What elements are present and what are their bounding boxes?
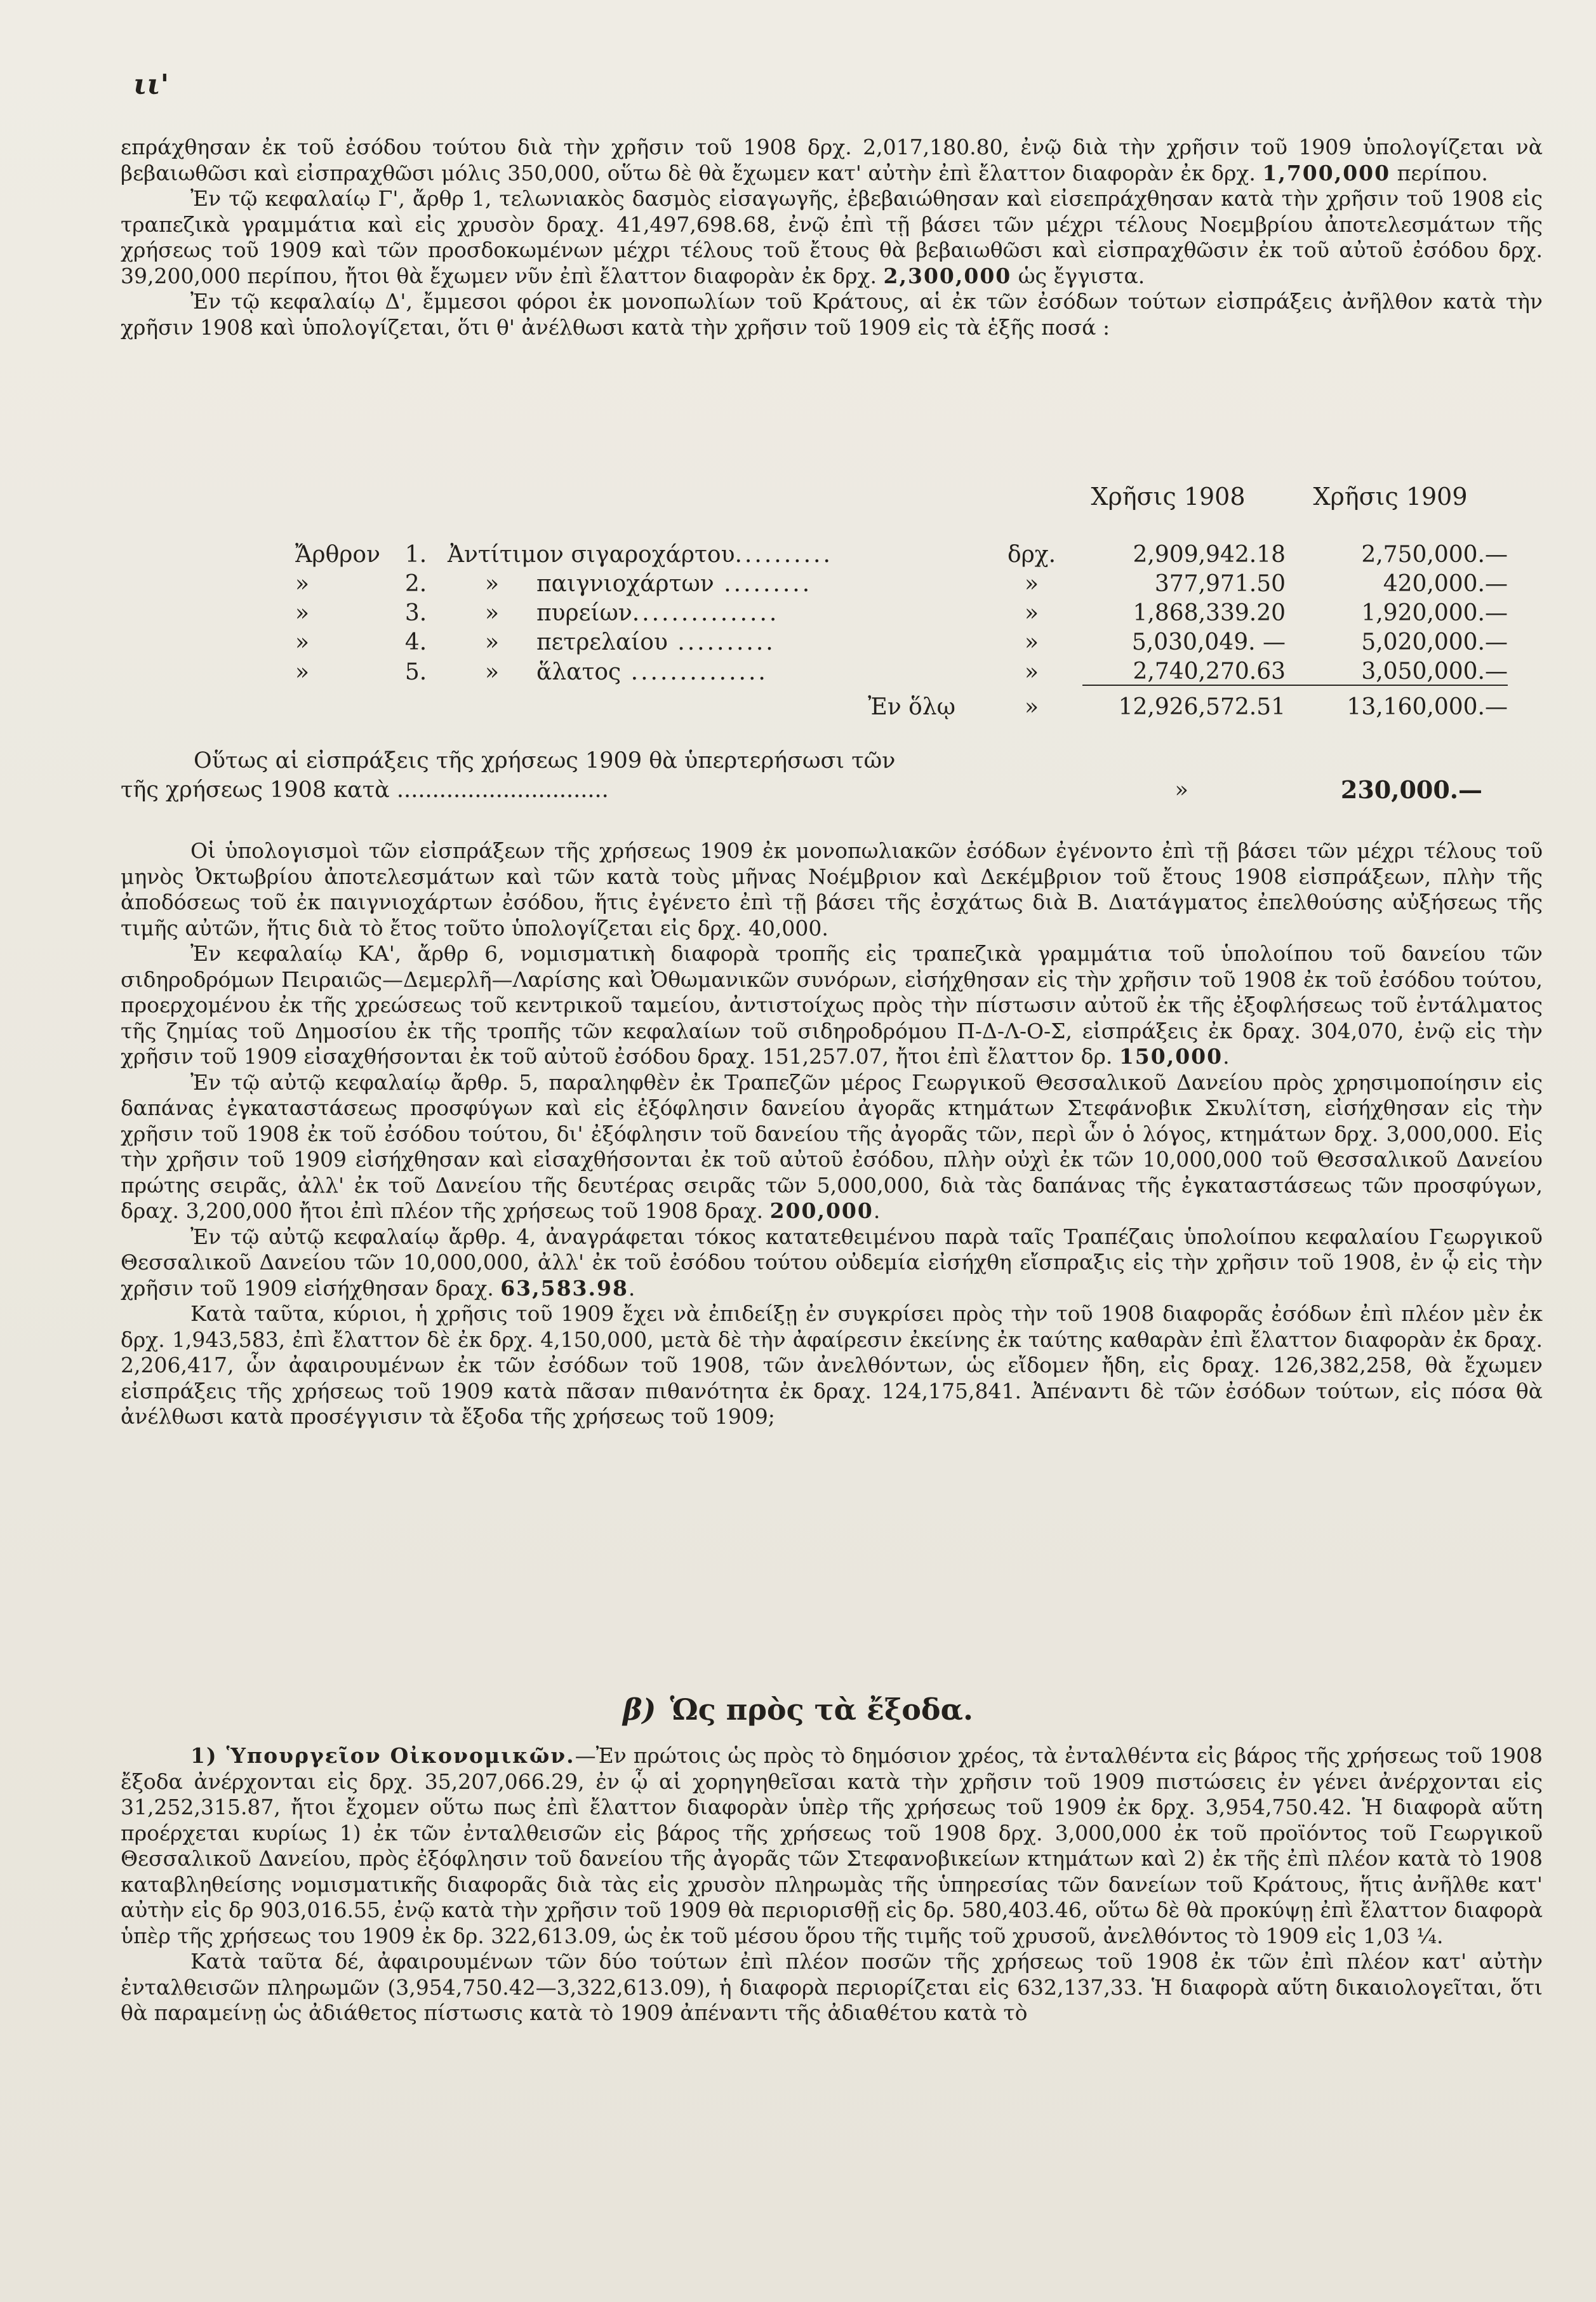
cell-number: 2. [404,571,427,597]
cell-currency: » [1024,600,1039,626]
cell-ditto: » [484,600,500,626]
cell-currency: » [1024,629,1039,655]
cell-number: 4. [404,629,427,655]
header-year-1908: Χρῆσις 1908 [1091,483,1246,511]
table-row [295,626,1508,655]
paragraph-monopolies: Ἐν τῷ κεφαλαίῳ Δ', ἔμμεσοι φόροι ἐκ μονοπωλίων τοῦ Κράτους, αἱ ἐκ τῶν ἐσόδων τούτων εἰσπράξεις ἀνῆλθον κατὰ τὴν χρῆσιν 1908 καὶ ὑπολογίζεται, ὅτι θ' ἀνέλθωσι κατὰ τὴν χρῆσιν τοῦ 1909 εἰς τὰ ἑξῆς ποσά : [121,289,1543,340]
table-total-row [295,685,1508,720]
cell-currency: » [1024,659,1039,685]
cell-item: παιγνιοχάρτων ......... [536,571,813,597]
paragraph-calculations: Οἱ ὑπολογισμοὶ τῶν εἰσπράξεων τῆς χρήσεως 1909 ἐκ μονοπωλιακῶν ἐσόδων ἐγένοντο ἐπὶ τῇ βάσει τῶν μέχρι τέλους τοῦ μηνὸς Ὀκτωβρίου ἀποτελεσμάτων καὶ τῶν κατὰ τοὺς μῆνας Νοέμβριον καὶ Δεκέμβριον τοῦ ἔτους 1908 εἰσπράξεων, πλὴν τῆς ἀποδόσεως τοῦ ἐκ παιγνιοχάρτων ἐσόδου, ἥτις ἐγένετο ἐπὶ τῇ βάσει τῆς ἐσχάτως διὰ Β. Διατάγματος ἐπελθούσης αὐξήσεως τῆς τιμῆς αὐτῶν, ἥτις διὰ τὸ ἔτος τοῦτο ὑπολογίζεται εἰς δρχ. 40,000. [121,838,1543,940]
paragraph-interest: Ἐν τῷ αὐτῷ κεφαλαίῳ ἄρθρ. 4, ἀναγράφεται τόκος κατατεθειμένου παρὰ ταῖς Τραπέζαις ὑπολοίπου κεφαλαίου Γεωργικοῦ Θεσσαλικοῦ Δανείου τῶν 10,000,000, ἀλλ' ἐκ τοῦ ἐσόδου τούτου οὐδεμία εἰσήχθη εἴσπραξις εἰς τὴν χρῆσιν τοῦ 1908, ἐν ᾧ εἰς τὴν χρῆσιν τοῦ 1909 εἰσήχθησαν δραχ. 63,583.98. [121,1224,1543,1301]
cell-value-1909: 1,920,000.— [1361,600,1508,626]
cell-article: » [295,659,310,685]
cell-item: ἅλατος .............. [536,659,768,685]
paragraph-summary: Κατὰ ταῦτα, κύριοι, ἡ χρῆσις τοῦ 1909 ἔχει νὰ ἐπιδείξῃ ἐν συγκρίσει πρὸς τὴν τοῦ 1908 διαφορᾶς ἐσόδων ἐπὶ πλέον μὲν ἐκ δρχ. 1,943,583, ἐπὶ ἔλαττον δὲ ἐκ δρχ. 4,150,000, μετὰ δὲ τὴν ἀφαίρεσιν ἐκείνης ἐκ ταύτης καθαρὰν ἐπὶ ἔλαττον διαφορὰν ἐκ δραχ. 2,206,417, ὧν ἀφαιρουμένων ἐκ τῶν ἐσόδων τοῦ 1908, τῶν ἀνελθόντων, ὡς εἴδομεν ἤδη, εἰς δραχ. 126,382,258, θὰ ἔχωμεν εἰσπράξεις τῆς χρήσεως τοῦ 1909 κατὰ πᾶσαν πιθανότητα ἐκ δραχ. 124,175,841. Ἀπέναντι δὲ τῶν ἐσόδων τούτων, εἰς πόσα θὰ ἀνέλθωσι κατὰ προσέγγισιν τὰ ἔξοδα τῆς χρήσεως τοῦ 1909; [121,1301,1543,1429]
cell-item: πετρελαίου .......... [536,629,776,655]
cell-value-1908: 377,971.50 [1154,571,1286,597]
cell-item: Ἀντίτιμον σιγαροχάρτου.......... [448,542,833,568]
paragraph-difference: Κατὰ ταῦτα δέ, ἀφαιρουμένων τῶν δύο τούτων ἐπὶ πλέον ποσῶν τῆς χρήσεως τοῦ 1908 ἐκ τῶν ἐπὶ πλέον κατ' αὐτὴν ἐνταλθεισῶν πληρωμῶν (3,954,750.42—3,322,613.09), ἡ διαφορὰ περιορίζεται εἰς 632,137,33. Ἡ διαφορὰ αὕτη δικαιολογεῖται, ὅτι θὰ παραμείνῃ ὡς ἀδιάθετος πίστωσις κατὰ τὸ 1909 ἀπέναντι τῆς ἀδιαθέτου κατὰ τὸ [121,1949,1543,2025]
surplus-line-1: Οὕτως αἱ εἰσπράξεις τῆς χρήσεως 1909 θὰ ὑπερτερήσωσι τῶν [194,748,896,773]
cell-article: » [295,600,310,626]
header-year-1909: Χρῆσις 1909 [1313,483,1468,511]
cell-item: πυρείων............... [536,600,780,626]
cell-value-1909: 5,020,000.— [1361,629,1508,655]
cell-number: 5. [404,659,427,685]
surplus-statement [121,746,1486,805]
cell-ditto: » [484,571,500,597]
table-row [295,655,1508,685]
surplus-line-2: τῆς χρήσεως 1908 κατὰ .............................. » 230,000.— [121,775,1482,804]
paragraph-customs-duty: Ἐν τῷ κεφαλαίῳ Γ', ἄρθρ 1, τελωνιακὸς δασμὸς εἰσαγωγῆς, ἐβεβαιώθησαν καὶ εἰσεπράχθησαν κατὰ τὴν χρῆσιν τοῦ 1908 εἰς τραπεζικὰ γραμμάτια καὶ εἰς χρυσὸν δραχ. 41,497,698.68, ἐνῷ ἐπὶ τῇ βάσει τῶν μέχρι τέλους Νοεμβρίου ἀποτελεσμάτων τῆς χρήσεως τοῦ 1909 καὶ τῶν προσδοκωμένων μέχρι τέλους τοῦ ἔτους θὰ βεβαιωθῶσι καὶ εἰσπραχθῶσιν ἐκ τοῦ αὐτοῦ ἐσόδου δρχ. 39,200,000 περίπου, ἤτοι θὰ ἔχωμεν νῦν ἐπὶ ἔλαττον διαφορὰν ἐκ δρχ. 2,300,000 ὡς ἔγγιστα. [121,186,1543,288]
cell-value-1908: 5,030,049. — [1131,629,1286,655]
expenses-section [121,1743,1543,2026]
total-1909: 13,160,000.— [1292,685,1508,720]
revenue-section-mid [121,838,1543,1430]
paragraph-finance-ministry: 1) Ὑπουργεῖον Οἰκονομικῶν.—Ἐν πρώτοις ὡς πρὸς τὸ δημόσιον χρέος, τὰ ἐνταλθέντα εἰς βάρος τῆς χρήσεως τοῦ 1908 ἔξοδα ἀνέρχονται εἰς δρχ. 35,207,066.29, ἐν ᾧ αἱ χορηγηθεῖσαι κατὰ τὴν χρῆσιν τοῦ 1909 πιστώσεις ἐν γένει ἀνέρχονται εἰς 31,252,315.87, ἤτοι ἔχομεν οὕτω πως ἐπὶ ἔλαττον διαφορὰν ὑπὲρ τῆς χρήσεως τοῦ 1909 ἐκ δρχ. 3,954,750.42. Ἡ διαφορὰ αὕτη προέρχεται κυρίως 1) ἐκ τῶν ἐνταλθεισῶν εἰς βάρος τῆς χρήσεως τοῦ 1908 δρχ. 3,000,000 ἐκ τοῦ προϊόντος τοῦ Γεωργικοῦ Θεσσαλικοῦ Δανείου, πρὸς ἐξόφλησιν τοῦ δανείου τῆς ἀγορᾶς τῶν Στεφανοβικείων κτημάτων καὶ 2) ἐκ τῆς ἐπὶ πλέον κατὰ τὸ 1908 καταβληθείσης νομισματικῆς διαφορᾶς διὰ τὰς εἰς χρυσὸν πληρωμὰς τῆς ὑπηρεσίας τῶν δανείων τοῦ Κράτους, ἥτις ἀνῆλθε κατ' αὐτὴν εἰς δρ 903,016.55, ἐνῷ κατὰ τὴν χρῆσιν τοῦ 1909 θὰ περιορισθῇ εἰς δρ. 580,403.46, οὕτω δὲ θὰ προκύψῃ ἐπὶ ἔλαττον διαφορὰ ὑπὲρ τῆς χρήσεως του 1909 ἐκ δρ. 322,613.09, ὡς ἐκ τοῦ μέσου ὅρου τῆς τιμῆς τοῦ χρυσοῦ, ἀνελθόντος τὸ 1909 εἰς 1,03 ¼. [121,1743,1543,1948]
total-label: Ἐν ὅλῳ [868,694,955,720]
cell-value-1909: 2,750,000.— [1361,542,1508,568]
cell-ditto: » [484,659,500,685]
page-number: ιι' [133,69,170,101]
table-row [295,568,1508,597]
cell-article: Ἄρθρον [295,542,380,568]
cell-number: 3. [404,600,427,626]
cell-value-1909: 3,050,000.— [1361,659,1508,685]
cell-value-1908: 2,740,270.63 [1133,659,1286,685]
revenue-section-top [121,135,1543,340]
cell-currency: » [1024,571,1039,597]
cell-currency: δρχ. [1007,542,1056,568]
table-row [295,597,1508,626]
cell-ditto: » [484,629,500,655]
table-year-header [1073,483,1486,511]
cell-value-1908: 1,868,339.20 [1133,600,1286,626]
cell-article: » [295,571,310,597]
paragraph-thessaly-loan: Ἐν τῷ αὐτῷ κεφαλαίῳ ἄρθρ. 5, παραληφθὲν ἐκ Τραπεζῶν μέρος Γεωργικοῦ Θεσσαλικοῦ Δανείου πρὸς χρησιμοποίησιν εἰς δαπάνας ἐγκαταστάσεως προσφύγων καὶ εἰς ἐξόφλησιν δανείου ἀγορᾶς κτημάτων Στεφάνοβικ Σκυλίτση, εἰσήχθησαν εἰς τὴν χρῆσιν τοῦ 1908 ἐκ τοῦ ἐσόδου τούτου, δι' ἐξόφλησιν τοῦ δανείου τῆς ἀγορᾶς τῶν, περὶ ὧν ὁ λόγος, κτημάτων δρχ. 3,000,000. Εἰς τὴν χρῆσιν τοῦ 1909 εἰσήχθησαν καὶ εἰσαχθήσονται ἐκ τοῦ αὐτοῦ ἐσόδου, πλὴν οὐχὶ ἐκ τῶν 10,000,000 τοῦ Θεσσαλικοῦ Δανείου πρώτης σειρᾶς, ἀλλ' ἐκ τοῦ Δανείου τῆς δευτέρας σειρᾶς τῶν 5,000,000, διὰ τὰς δαπάνας τῆς ἐγκαταστάσεως τῶν προσφύγων, δραχ. 3,200,000 ἤτοι ἐπὶ πλέον τῆς χρήσεως τοῦ 1908 δραχ. 200,000. [121,1069,1543,1223]
total-1908: 12,926,572.51 [1082,685,1292,720]
surplus-amount: 230,000.— [1340,775,1482,804]
cell-currency: » [1024,694,1039,720]
cell-value-1908: 2,909,942.18 [1133,542,1286,568]
cell-article: » [295,629,310,655]
section-heading-expenses: β) Ὡς πρὸς τὰ ἔξοδα. [623,1692,973,1727]
paragraph-stamp-tax: επράχθησαν ἐκ τοῦ ἐσόδου τούτου διὰ τὴν χρῆσιν τοῦ 1908 δρχ. 2,017,180.80, ἐνῷ διὰ τὴν χρῆσιν τοῦ 1909 ὑπολογίζεται νὰ βεβαιωθῶσι καὶ εἰσπραχθῶσι μόλις 350,000, οὕτω δὲ θὰ ἔχωμεν κατ' αὐτὴν ἐπὶ ἔλαττον διαφορὰν ἐκ δρχ. 1,700,000 περίπου. [121,135,1543,185]
paragraph-currency-difference: Ἐν κεφαλαίῳ ΚΑ', ἄρθρ 6, νομισματικὴ διαφορὰ τροπῆς εἰς τραπεζικὰ γραμμάτια τοῦ ὑπολοίπου τοῦ δανείου τῶν σιδηροδρόμων Πειραιῶς—Δεμερλῆ—Λαρίσης καὶ Ὀθωμανικῶν συνόρων, εἰσήχθησαν εἰς τὴν χρῆσιν τοῦ 1908 ἐκ τοῦ ἐσόδου τούτου, προερχομένου ἐκ τῆς χρεώσεως τοῦ κεντρικοῦ ταμείου, ἀντιστοίχως πρὸς τὴν πίστωσιν αὐτοῦ ἐκ τῆς ἐξοφλήσεως τοῦ ἐντάλματος τῆς ζημίας τοῦ Δημοσίου ἐκ τῆς τροπῆς τῶν κεφαλαίων τοῦ σιδηροδρόμου Π-Δ-Λ-Ο-Σ, εἰσπράξεις ἐκ δραχ. 304,070, ἐνῷ εἰς τὴν χρῆσιν τοῦ 1909 εἰσαχθήσονται ἐκ τοῦ αὐτοῦ ἐσόδου δραχ. 151,257.07, ἤτοι ἐπὶ ἔλαττον δρ. 150,000. [121,941,1543,1069]
table-row [295,539,1508,568]
monopoly-revenue-table [295,539,1508,720]
cell-number: 1. [404,542,427,568]
cell-value-1909: 420,000.— [1383,571,1508,597]
